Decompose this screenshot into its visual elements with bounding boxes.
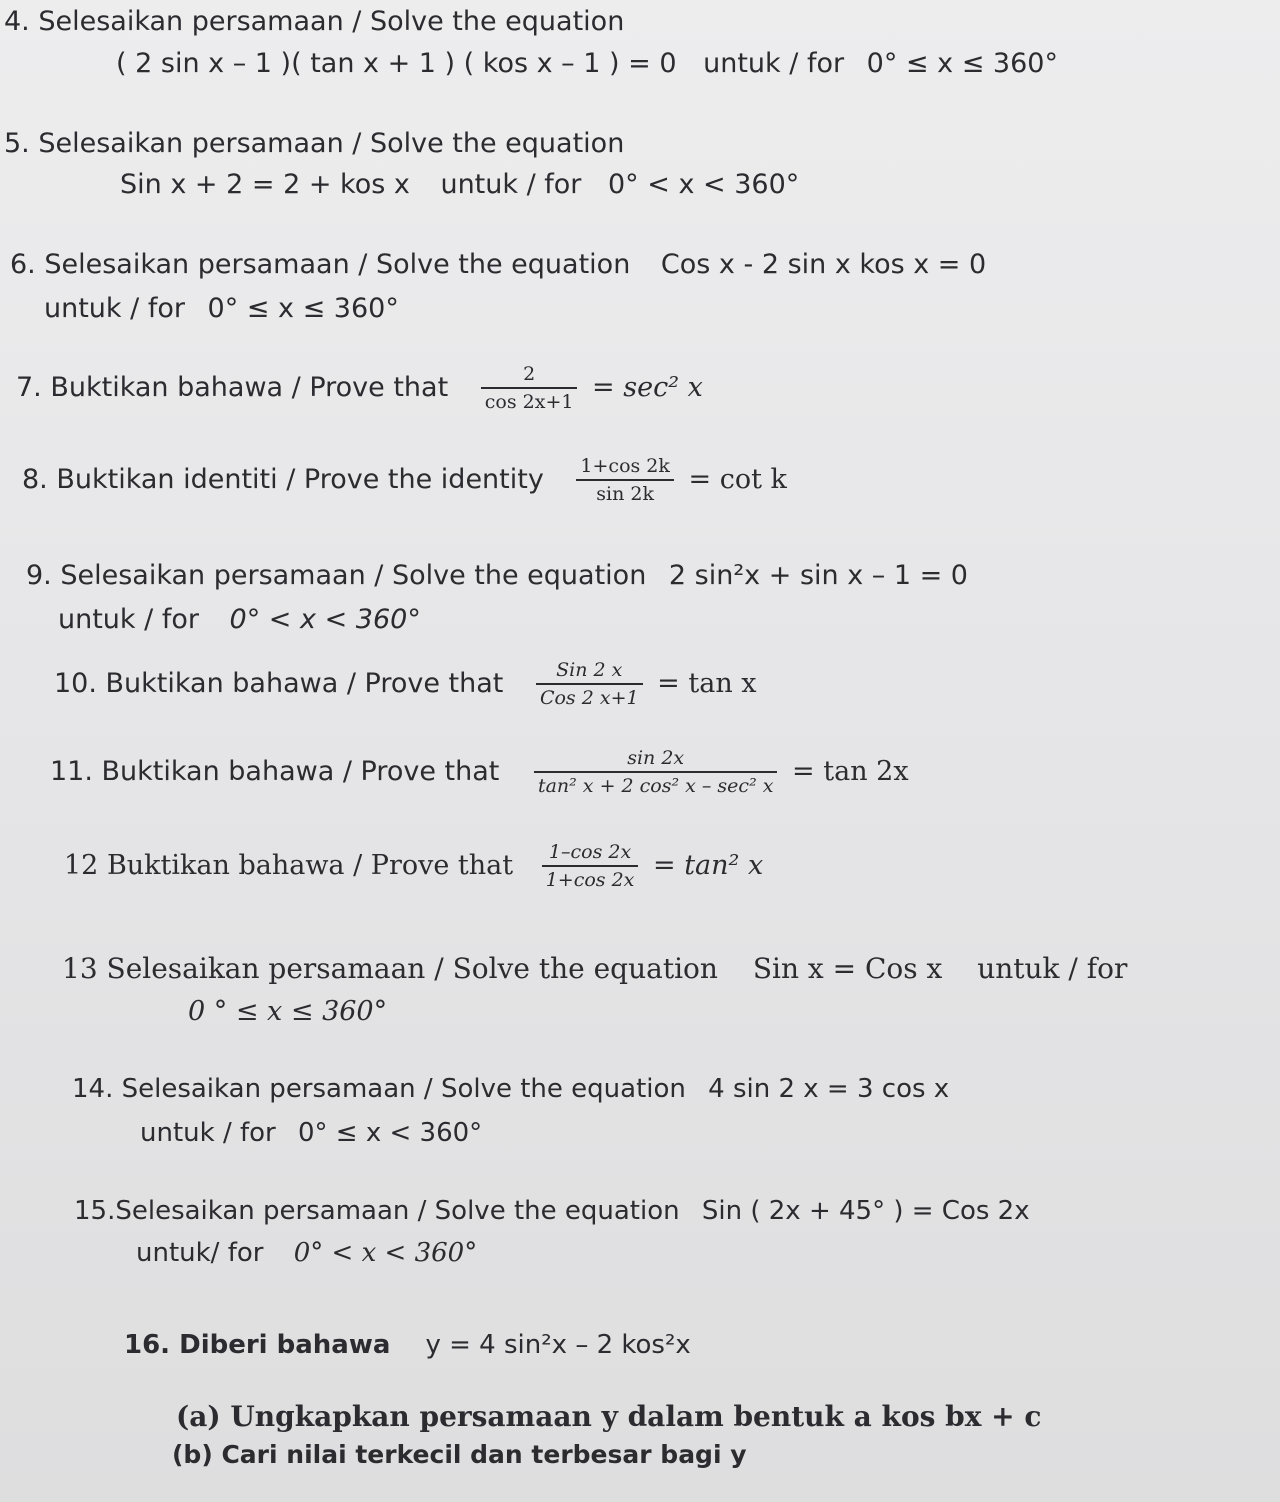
q15-range-label: untuk/ for xyxy=(136,1238,264,1268)
q7-row xyxy=(16,364,703,413)
q6-range-row xyxy=(44,293,399,325)
q15-range: 0° < x < 360° xyxy=(293,1238,478,1268)
q10-row xyxy=(54,660,757,709)
q16-title: 16. Diberi bahawa xyxy=(124,1330,391,1360)
q8-fraction xyxy=(576,456,673,505)
q14-range: 0° ≤ x < 360° xyxy=(298,1118,483,1148)
q11-rhs: = tan 2x xyxy=(792,756,909,788)
q13-title: 13 Selesaikan persamaan / Solve the equation xyxy=(62,952,718,985)
q16-equation: y = 4 sin²x – 2 kos²x xyxy=(425,1330,691,1360)
q15-equation: Sin ( 2x + 45° ) = Cos 2x xyxy=(701,1196,1030,1226)
q16-part-a: (a) Ungkapkan persamaan y dalam bentuk a kos bx + c xyxy=(176,1400,1042,1433)
q6-equation: Cos x - 2 sin x kos x = 0 xyxy=(660,249,987,280)
q7-rhs: = sec² x xyxy=(592,372,703,404)
q14-title: 14. Selesaikan persamaan / Solve the equation xyxy=(72,1074,686,1104)
q5-range-label: untuk / for xyxy=(440,169,582,200)
q9-row xyxy=(26,560,968,592)
q11-fraction xyxy=(534,748,778,797)
q16-row xyxy=(124,1330,691,1361)
q9-range-row xyxy=(58,604,421,636)
q15-title: 15.Selesaikan persamaan / Solve the equation xyxy=(74,1196,680,1226)
q4-equation-row xyxy=(116,48,1058,80)
q10-rhs: = tan x xyxy=(657,668,757,700)
q11-numerator: sin 2x xyxy=(534,748,778,773)
q4-title: 4. Selesaikan persamaan / Solve the equation xyxy=(4,6,625,37)
q10-title: 10. Buktikan bahawa / Prove that xyxy=(54,668,504,700)
q5-equation-row xyxy=(120,169,799,201)
q13-equation: Sin x = Cos x xyxy=(752,952,943,985)
q6-range-label: untuk / for xyxy=(44,293,185,324)
q15-range-row xyxy=(136,1238,477,1269)
q5-title: 5. Selesaikan persamaan / Solve the equation xyxy=(4,128,625,159)
q9-equation: 2 sin²x + sin x – 1 = 0 xyxy=(668,560,968,591)
q4-range: 0° ≤ x ≤ 360° xyxy=(866,48,1058,79)
q8-row xyxy=(22,456,787,505)
q7-numerator: 2 xyxy=(481,364,578,389)
q10-fraction xyxy=(536,660,643,709)
q11-denominator: tan² x + 2 cos² x – sec² x xyxy=(537,774,774,797)
q8-rhs: = cot k xyxy=(688,464,787,496)
q5-equation: Sin x + 2 = 2 + kos x xyxy=(120,169,410,200)
q9-title: 9. Selesaikan persamaan / Solve the equation xyxy=(26,560,647,591)
q16-part-b: (b) Cari nilai terkecil dan terbesar bagi y xyxy=(172,1440,747,1469)
q14-range-row xyxy=(140,1118,482,1149)
q11-row xyxy=(50,748,909,797)
q8-numerator: 1+cos 2k xyxy=(576,456,673,481)
q13-row xyxy=(62,952,1127,986)
q4-range-label: untuk / for xyxy=(703,48,845,79)
q8-denominator: sin 2k xyxy=(596,482,655,505)
q7-fraction xyxy=(481,364,578,413)
q7-denominator: cos 2x+1 xyxy=(484,390,574,413)
q13-range: 0 ° ≤ x ≤ 360° xyxy=(188,996,388,1027)
q10-denominator: Cos 2 x+1 xyxy=(539,686,639,709)
q6-row xyxy=(10,249,986,281)
q13-range-label: untuk / for xyxy=(977,952,1128,985)
q12-denominator: 1+cos 2x xyxy=(545,868,635,891)
q4-equation: ( 2 sin x – 1 )( tan x + 1 ) ( kos x – 1 ) = 0 xyxy=(116,48,677,79)
q11-title: 11. Buktikan bahawa / Prove that xyxy=(50,756,500,788)
q15-row xyxy=(74,1196,1030,1227)
q8-title: 8. Buktikan identiti / Prove the identity xyxy=(22,464,544,496)
q6-title: 6. Selesaikan persamaan / Solve the equation xyxy=(10,249,631,280)
q5-range: 0° < x < 360° xyxy=(608,169,800,200)
q7-title: 7. Buktikan bahawa / Prove that xyxy=(16,372,449,404)
q9-range: 0° < x < 360° xyxy=(229,604,421,635)
q12-rhs: = tan² x xyxy=(653,850,764,882)
q12-row xyxy=(64,842,763,891)
q9-range-label: untuk / for xyxy=(58,604,199,635)
q14-range-label: untuk / for xyxy=(140,1118,276,1148)
q14-equation: 4 sin 2 x = 3 cos x xyxy=(708,1074,950,1104)
q6-range: 0° ≤ x ≤ 360° xyxy=(207,293,399,324)
q12-title: 12 Buktikan bahawa / Prove that xyxy=(64,850,514,882)
q12-numerator: 1–cos 2x xyxy=(542,842,639,867)
q10-numerator: Sin 2 x xyxy=(536,660,643,685)
q12-fraction xyxy=(542,842,639,891)
q14-row xyxy=(72,1074,949,1105)
